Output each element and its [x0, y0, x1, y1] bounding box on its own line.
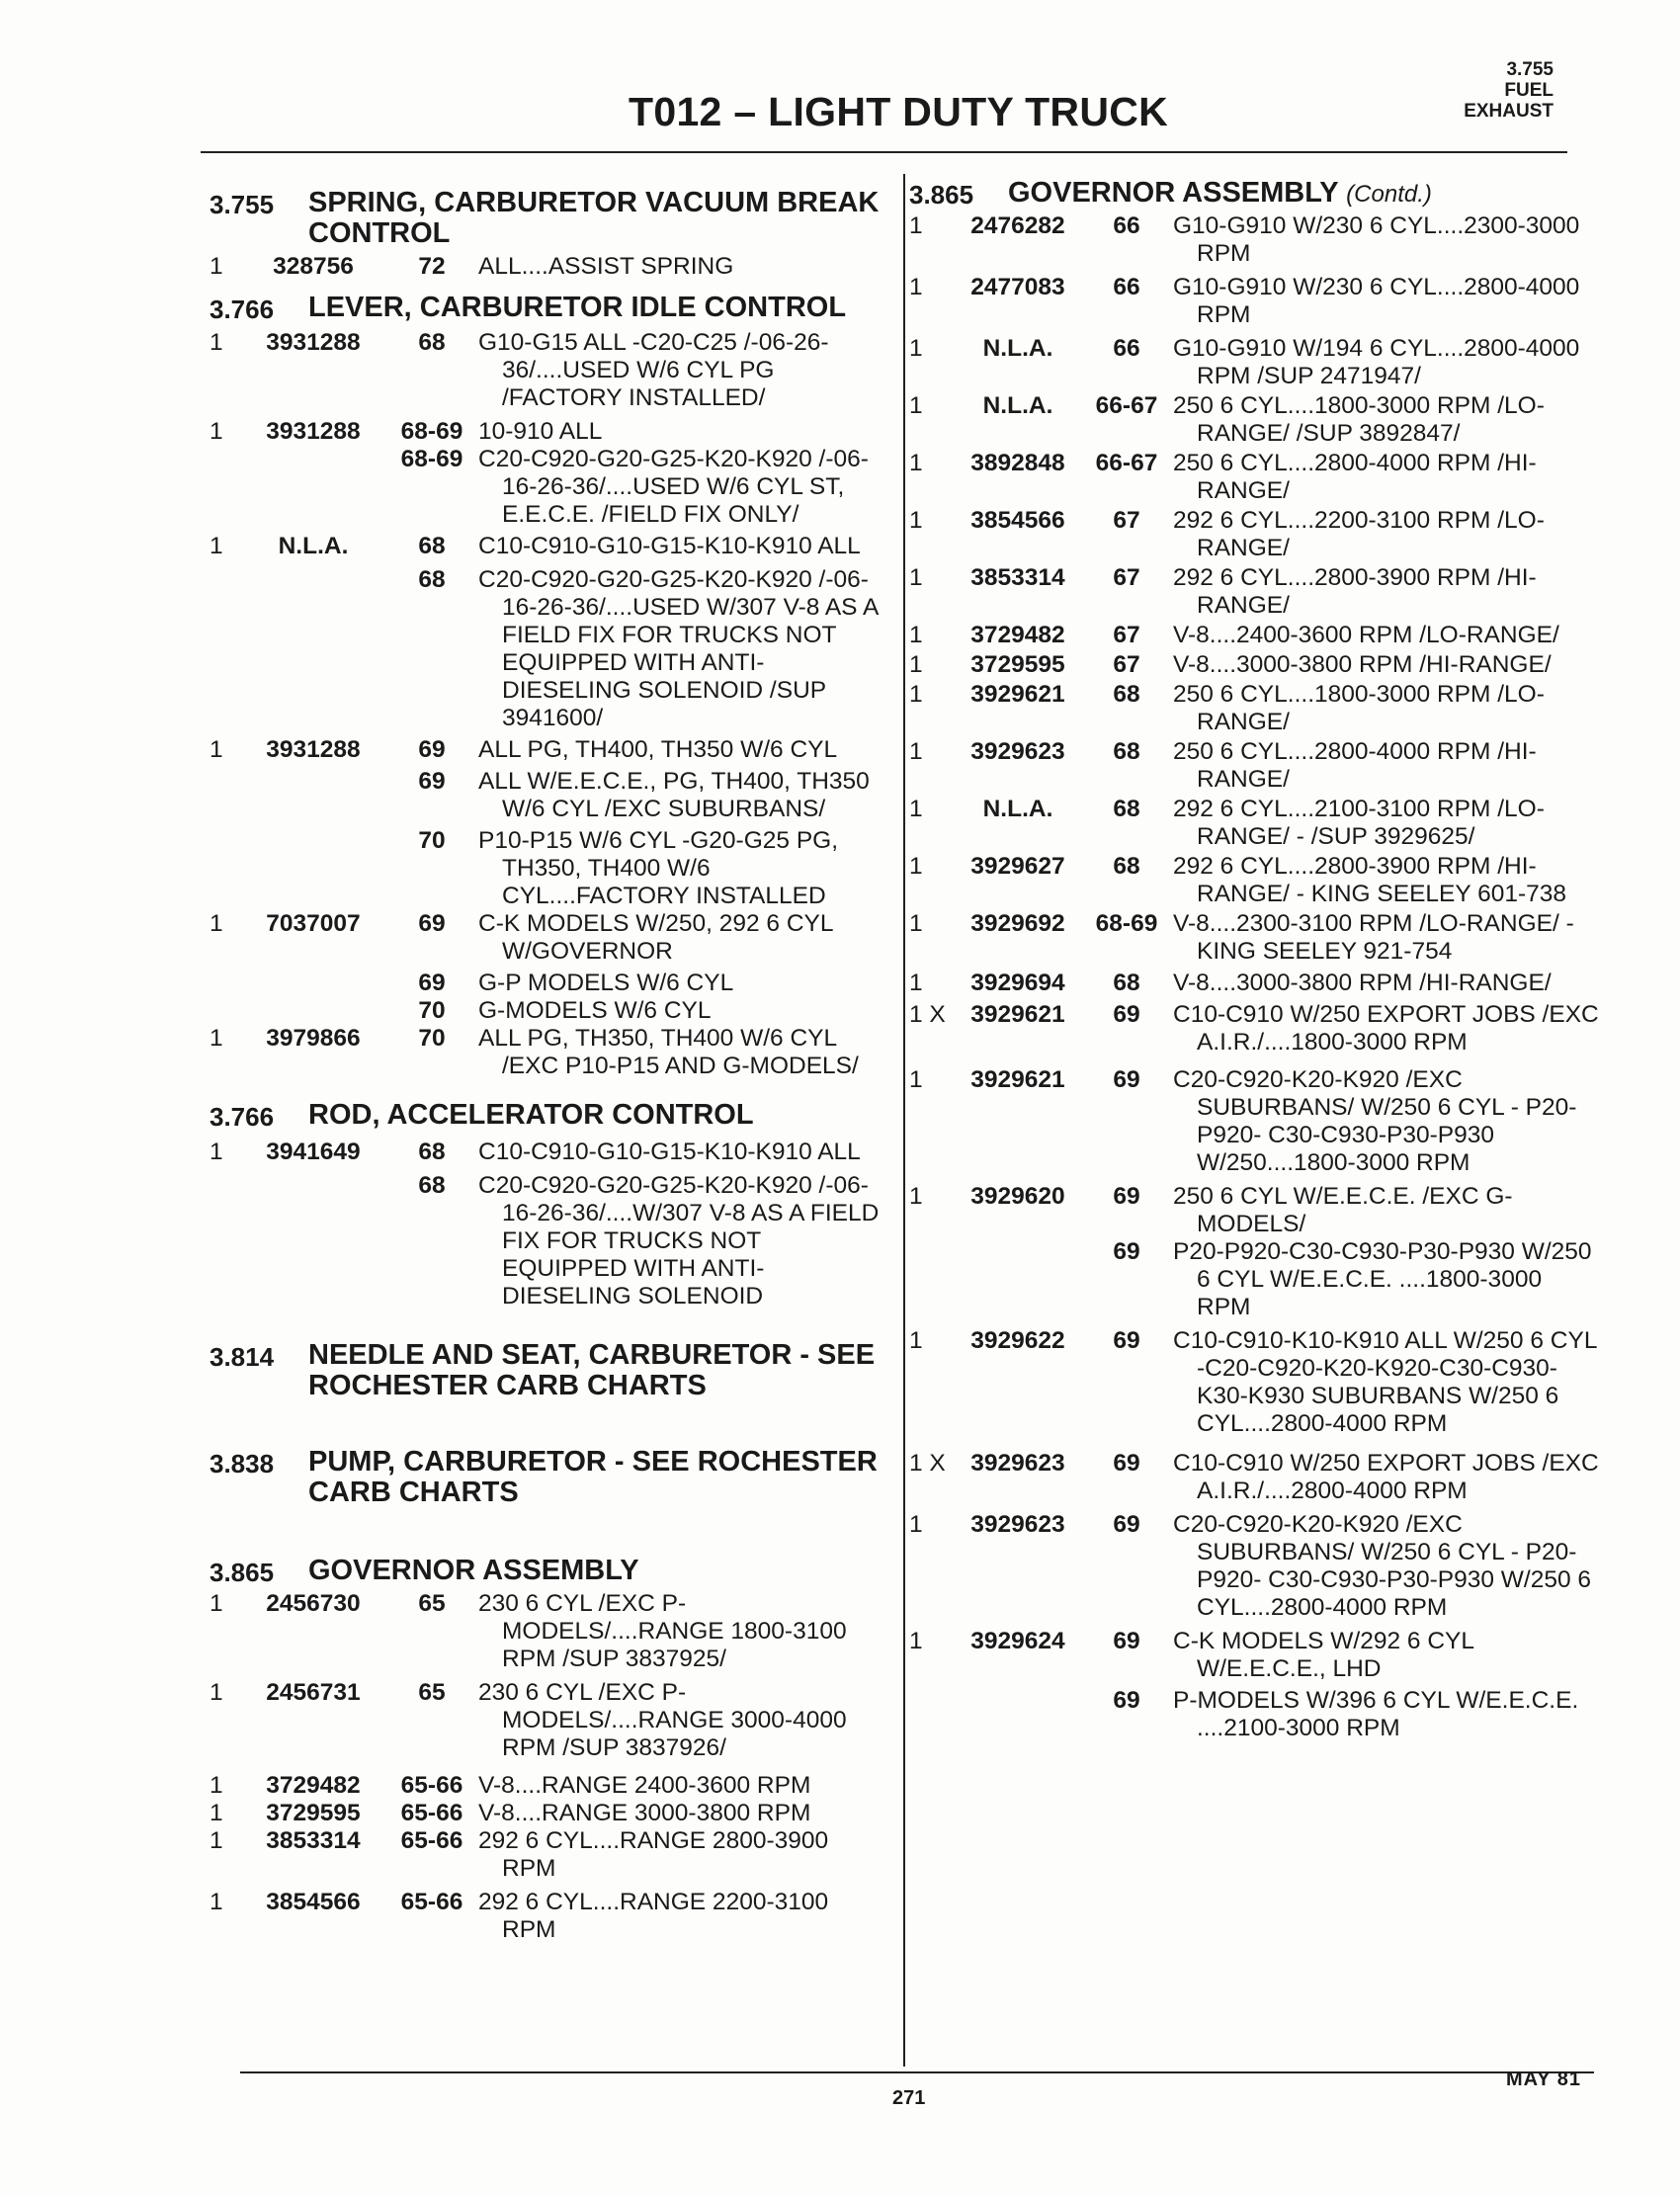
part-row — [210, 329, 882, 412]
section-heading — [210, 1100, 882, 1133]
part-row — [909, 1511, 1601, 1622]
model-year: 68 — [418, 1172, 446, 1199]
section-number: 3.814 — [210, 1342, 275, 1372]
model-year: 67 — [1113, 507, 1140, 534]
part-description: V-8....RANGE 3000-3800 RPM — [478, 1800, 811, 1826]
section-reference — [1464, 59, 1554, 122]
section-title-text: GOVERNOR ASSEMBLY — [1008, 177, 1339, 209]
part-description: V-8....2400-3600 RPM /LO-RANGE/ — [1173, 622, 1559, 648]
part-description: 230 6 CYL /EXC P-MODELS/....RANGE 3000-4000 RPM /SUP 3837926/ — [478, 1679, 847, 1761]
part-number — [239, 446, 387, 529]
part-number: N.L.A. — [982, 796, 1053, 822]
part-number: 3929623 — [970, 1511, 1065, 1538]
part-number: N.L.A. — [278, 533, 349, 559]
part-number: 3929621 — [970, 1001, 1065, 1028]
section-heading — [210, 1556, 882, 1588]
model-year: 69 — [1113, 1001, 1140, 1028]
part-description: C10-C910-K10-K910 ALL W/250 6 CYL -C20-C920-K20-K920-C30-C930- K30-K930 SUBURBANS W/250 6 CYL....2800-4000 RPM — [1173, 1327, 1597, 1437]
model-year: 72 — [418, 253, 446, 280]
part-number: N.L.A. — [982, 335, 1053, 362]
part-row — [210, 1889, 882, 1944]
section-title — [308, 1100, 882, 1133]
right-column — [909, 178, 1601, 1742]
model-year: 68 — [418, 1139, 446, 1165]
section-title-text: LEVER, CARBURETOR IDLE CONTROL — [308, 292, 847, 323]
part-description: P-MODELS W/396 6 CYL W/E.E.C.E. ....2100-3000 RPM — [1173, 1687, 1579, 1741]
quantity: 1 — [909, 212, 923, 239]
part-row — [210, 253, 882, 281]
part-description: G10-G910 W/230 6 CYL....2300-3000 RPM — [1173, 212, 1580, 267]
part-description: V-8....3000-3800 RPM /HI-RANGE/ — [1173, 970, 1552, 996]
model-year: 68-69 — [400, 418, 463, 445]
part-row — [909, 622, 1601, 649]
part-description: 10-910 ALL — [478, 418, 603, 445]
part-number: 3929623 — [970, 738, 1065, 765]
quantity: 1 — [909, 392, 923, 419]
part-row — [210, 533, 882, 560]
part-number: 3931288 — [266, 329, 361, 356]
section-heading — [210, 188, 882, 249]
model-year: 68 — [1113, 853, 1140, 880]
part-description: G10-G910 W/230 6 CYL....2800-4000 RPM — [1173, 274, 1580, 328]
part-row — [210, 827, 882, 910]
model-year: 67 — [1113, 651, 1140, 678]
part-number: 2456730 — [266, 1590, 361, 1617]
part-description: 292 6 CYL....2800-3900 RPM /HI-RANGE/ - KING SEELEY 601-738 — [1173, 853, 1567, 907]
part-description: C20-C920-K20-K920 /EXC SUBURBANS/ W/250 6 CYL - P20-P920- C30-C930-P30-P930 W/250....1800-3000 RPM — [1173, 1066, 1577, 1176]
part-number: 3854566 — [970, 507, 1065, 534]
model-year: 67 — [1113, 622, 1140, 648]
part-number: 3729595 — [266, 1800, 361, 1826]
model-year: 65 — [418, 1679, 446, 1706]
part-description: C10-C910-G10-G15-K10-K910 ALL — [478, 1139, 861, 1165]
part-row — [909, 212, 1601, 268]
section-heading — [210, 1447, 882, 1508]
part-description: ALL PG, TH350, TH400 W/6 CYL /EXC P10-P15 AND G-MODELS/ — [478, 1025, 859, 1079]
quantity — [210, 446, 239, 529]
part-number: 3929692 — [970, 910, 1065, 937]
part-row — [909, 796, 1601, 851]
model-year: 68-69 — [1095, 910, 1158, 937]
part-row — [909, 970, 1601, 997]
quantity — [210, 768, 239, 823]
part-row — [210, 768, 882, 823]
part-number: 3853314 — [266, 1827, 361, 1854]
part-description: 250 6 CYL....2800-4000 RPM /HI-RANGE/ — [1173, 738, 1537, 793]
model-year: 69 — [1113, 1183, 1140, 1210]
part-row — [909, 1327, 1601, 1438]
part-number: 3929620 — [970, 1183, 1065, 1210]
model-year: 68 — [418, 566, 446, 593]
model-year: 68 — [1113, 796, 1140, 822]
part-number: 3729482 — [266, 1772, 361, 1799]
model-year: 69 — [418, 970, 446, 996]
part-description: C-K MODELS W/292 6 CYL W/E.E.C.E., LHD — [1173, 1628, 1474, 1682]
quantity: 1 — [909, 450, 923, 476]
quantity — [210, 970, 239, 997]
quantity: 1 — [909, 910, 923, 937]
part-row — [909, 651, 1601, 679]
quantity — [909, 1238, 954, 1321]
part-row — [210, 1139, 882, 1166]
section-number: 3.766 — [210, 295, 275, 324]
part-number — [239, 970, 387, 997]
part-row — [210, 910, 882, 966]
quantity: 1 — [909, 796, 923, 822]
part-number — [239, 827, 387, 910]
part-number: 3853314 — [970, 564, 1065, 591]
part-number: 3854566 — [266, 1889, 361, 1915]
part-row — [210, 997, 882, 1025]
part-number — [239, 1172, 387, 1310]
quantity: 1 X — [909, 1001, 946, 1028]
model-year: 66-67 — [1095, 392, 1158, 419]
quantity: 1 — [909, 1511, 923, 1538]
part-number — [239, 566, 387, 732]
section-number: 3.865 — [909, 180, 974, 210]
part-description: C20-C920-G20-G25-K20-K920 /-06-16-26-36/....USED W/307 V-8 AS A FIELD FIX FOR TRUCKS NOT EQUIPPED WITH ANTI-DIESELING SOLENOID /SUP 3941600/ — [478, 566, 878, 731]
header-rule — [201, 151, 1567, 153]
part-row — [909, 1066, 1601, 1177]
model-year: 69 — [1113, 1327, 1140, 1354]
model-year: 65-66 — [400, 1889, 463, 1915]
part-number: 3929622 — [970, 1327, 1065, 1354]
quantity: 1 — [909, 681, 923, 708]
part-description: 292 6 CYL....2200-3100 RPM /LO-RANGE/ — [1173, 507, 1545, 561]
quantity — [909, 1687, 954, 1742]
part-row — [909, 738, 1601, 794]
part-row — [210, 970, 882, 997]
quantity: 1 — [210, 533, 223, 559]
part-description: G10-G15 ALL -C20-C25 /-06-26-36/....USED W/6 CYL PG /FACTORY INSTALLED/ — [478, 329, 829, 411]
part-number: 3941649 — [266, 1139, 361, 1165]
quantity: 1 — [210, 910, 223, 937]
section-number: 3.865 — [210, 1558, 275, 1587]
quantity: 1 X — [909, 1450, 946, 1477]
part-row — [210, 1590, 882, 1673]
part-description: C20-C920-G20-G25-K20-K920 /-06-16-26-36/....USED W/6 CYL ST, E.E.C.E. /FIELD FIX ONLY/ — [478, 446, 869, 528]
column-divider — [903, 174, 905, 2067]
part-number — [954, 1238, 1082, 1321]
model-year: 69 — [1113, 1238, 1140, 1265]
quantity: 1 — [909, 853, 923, 880]
page-number: 271 — [892, 2087, 926, 2109]
part-row — [909, 1450, 1601, 1505]
part-number: 3929621 — [970, 681, 1065, 708]
model-year: 66 — [1113, 212, 1140, 239]
part-number: 3979866 — [266, 1025, 361, 1052]
part-description: 250 6 CYL....1800-3000 RPM /LO-RANGE/ — [1173, 681, 1545, 735]
part-number: 3929623 — [970, 1450, 1065, 1477]
part-number: 2456731 — [266, 1679, 361, 1706]
part-number: 328756 — [273, 253, 354, 280]
model-year: 69 — [1113, 1450, 1140, 1477]
part-description: V-8....RANGE 2400-3600 RPM — [478, 1772, 811, 1799]
part-description: C20-C920-G20-G25-K20-K920 /-06-16-26-36/....W/307 V-8 AS A FIELD FIX FOR TRUCKS NOT EQUIPPED WITH ANTI-DIESELING SOLENOID — [478, 1172, 880, 1309]
part-row — [210, 1800, 882, 1827]
model-year: 68 — [418, 533, 446, 559]
section-title-text: GOVERNOR ASSEMBLY — [308, 1555, 639, 1586]
part-description: 250 6 CYL....2800-4000 RPM /HI-RANGE/ — [1173, 450, 1537, 504]
part-row — [909, 392, 1601, 448]
continued-note: (Contd.) — [1346, 181, 1432, 208]
part-row — [210, 418, 882, 446]
quantity: 1 — [210, 418, 223, 445]
section-number: 3.755 — [210, 190, 275, 219]
model-year: 67 — [1113, 564, 1140, 591]
quantity — [210, 566, 239, 732]
part-row — [210, 1772, 882, 1800]
quantity: 1 — [210, 1025, 223, 1052]
part-number: 3931288 — [266, 736, 361, 763]
model-year: 65-66 — [400, 1800, 463, 1826]
part-row — [210, 566, 882, 732]
part-row — [210, 1827, 882, 1883]
section-ref-category-fuel: FUEL — [1504, 80, 1554, 101]
model-year: 66-67 — [1095, 450, 1158, 476]
part-description: ALL PG, TH400, TH350 W/6 CYL — [478, 736, 838, 763]
section-title-text: SPRING, CARBURETOR VACUUM BREAK CONTROL — [308, 187, 880, 249]
quantity: 1 — [210, 253, 223, 280]
footer-rule — [240, 2071, 1594, 2073]
model-year: 69 — [1113, 1511, 1140, 1538]
part-description: 292 6 CYL....2100-3100 RPM /LO-RANGE/ - /SUP 3929625/ — [1173, 796, 1545, 850]
part-description: ALL....ASSIST SPRING — [478, 253, 734, 280]
model-year: 65-66 — [400, 1772, 463, 1799]
part-row — [210, 446, 882, 529]
model-year: 68 — [1113, 970, 1140, 996]
part-number: 2476282 — [970, 212, 1065, 239]
section-title — [1008, 178, 1601, 211]
part-row — [909, 335, 1601, 390]
part-number: N.L.A. — [982, 392, 1053, 419]
quantity: 1 — [210, 1800, 223, 1826]
part-description: 230 6 CYL /EXC P-MODELS/....RANGE 1800-3100 RPM /SUP 3837925/ — [478, 1590, 847, 1672]
part-number: 3892848 — [970, 450, 1065, 476]
model-year: 69 — [418, 910, 446, 937]
model-year: 68-69 — [400, 446, 463, 472]
part-description: G-MODELS W/6 CYL — [478, 997, 712, 1024]
section-title-text: ROD, ACCELERATOR CONTROL — [308, 1099, 754, 1131]
part-number: 3929624 — [970, 1628, 1065, 1654]
part-number — [954, 1687, 1082, 1742]
part-description: 250 6 CYL W/E.E.C.E. /EXC G-MODELS/ — [1173, 1183, 1513, 1237]
quantity: 1 — [210, 1139, 223, 1165]
quantity: 1 — [909, 970, 923, 996]
quantity: 1 — [210, 1827, 223, 1854]
quantity: 1 — [210, 736, 223, 763]
part-description: 292 6 CYL....2800-3900 RPM /HI-RANGE/ — [1173, 564, 1537, 619]
part-row — [909, 450, 1601, 505]
part-number: 3929621 — [970, 1066, 1065, 1093]
part-row — [909, 1628, 1601, 1683]
part-description: G10-G910 W/194 6 CYL....2800-4000 RPM /SUP 2471947/ — [1173, 335, 1580, 389]
quantity: 1 — [909, 564, 923, 591]
section-number: 3.838 — [210, 1449, 275, 1478]
quantity: 1 — [909, 335, 923, 362]
part-number — [239, 768, 387, 823]
section-ref-number: 3.755 — [1506, 59, 1554, 80]
part-description: C10-C910 W/250 EXPORT JOBS /EXC A.I.R./....1800-3000 RPM — [1173, 1001, 1599, 1056]
part-row — [909, 564, 1601, 620]
part-number: 3931288 — [266, 418, 361, 445]
part-row — [909, 853, 1601, 908]
model-year: 70 — [418, 997, 446, 1024]
model-year: 68 — [1113, 738, 1140, 765]
model-year: 68 — [1113, 681, 1140, 708]
quantity: 1 — [909, 651, 923, 678]
section-title — [308, 293, 882, 325]
part-number — [239, 997, 387, 1025]
quantity: 1 — [210, 1889, 223, 1915]
part-description: C-K MODELS W/250, 292 6 CYL W/GOVERNOR — [478, 910, 833, 965]
quantity — [210, 1172, 239, 1310]
part-description: C10-C910-G10-G15-K10-K910 ALL — [478, 533, 861, 559]
quantity: 1 — [909, 507, 923, 534]
part-description: V-8....3000-3800 RPM /HI-RANGE/ — [1173, 651, 1552, 678]
part-description: C20-C920-K20-K920 /EXC SUBURBANS/ W/250 6 CYL - P20-P920- C30-C930-P30-P930 W/250 6 CYL....2800-4000 RPM — [1173, 1511, 1592, 1621]
model-year: 66 — [1113, 274, 1140, 300]
section-title-text: PUMP, CARBURETOR - SEE ROCHESTER CARB CHARTS — [308, 1446, 878, 1508]
part-description: 250 6 CYL....1800-3000 RPM /LO-RANGE/ /SUP 3892847/ — [1173, 392, 1545, 447]
section-number: 3.766 — [210, 1102, 275, 1132]
model-year: 69 — [1113, 1066, 1140, 1093]
model-year: 65 — [418, 1590, 446, 1617]
part-description: ALL W/E.E.C.E., PG, TH400, TH350 W/6 CYL /EXC SUBURBANS/ — [478, 768, 870, 822]
quantity: 1 — [909, 622, 923, 648]
part-description: C10-C910 W/250 EXPORT JOBS /EXC A.I.R./....2800-4000 RPM — [1173, 1450, 1599, 1504]
part-row — [909, 1001, 1601, 1056]
quantity: 1 — [909, 1327, 923, 1354]
section-title-text: NEEDLE AND SEAT, CARBURETOR - SEE ROCHESTER CARB CHARTS — [308, 1339, 876, 1401]
quantity: 1 — [909, 1183, 923, 1210]
part-row — [210, 1172, 882, 1310]
part-row — [909, 1687, 1601, 1742]
quantity: 1 — [210, 1679, 223, 1706]
part-row — [909, 910, 1601, 966]
model-year: 69 — [418, 736, 446, 763]
model-year: 68 — [418, 329, 446, 356]
quantity — [210, 827, 239, 910]
quantity: 1 — [909, 1066, 923, 1093]
quantity — [210, 997, 239, 1025]
part-description: 292 6 CYL....RANGE 2200-3100 RPM — [478, 1889, 829, 1943]
part-description: P10-P15 W/6 CYL -G20-G25 PG, TH350, TH400 W/6 CYL....FACTORY INSTALLED — [478, 827, 839, 909]
quantity: 1 — [210, 1590, 223, 1617]
part-number: 3729482 — [970, 622, 1065, 648]
quantity: 1 — [909, 738, 923, 765]
section-title — [308, 1340, 882, 1401]
part-row — [210, 1025, 882, 1080]
part-number: 7037007 — [266, 910, 361, 937]
part-description: P20-P920-C30-C930-P30-P930 W/250 6 CYL W/E.E.C.E. ....1800-3000 RPM — [1173, 1238, 1592, 1320]
part-number: 3729595 — [970, 651, 1065, 678]
quantity: 1 — [210, 1772, 223, 1799]
part-number: 3929627 — [970, 853, 1065, 880]
model-year: 65-66 — [400, 1827, 463, 1854]
model-year: 70 — [418, 1025, 446, 1052]
section-heading — [210, 293, 882, 325]
page-title: T012 – LIGHT DUTY TRUCK — [629, 89, 1169, 134]
model-year: 66 — [1113, 335, 1140, 362]
quantity: 1 — [909, 1628, 923, 1654]
section-title — [308, 188, 882, 249]
part-row — [210, 736, 882, 764]
section-heading — [909, 178, 1601, 211]
model-year: 70 — [418, 827, 446, 854]
section-title — [308, 1556, 882, 1588]
part-row — [909, 507, 1601, 562]
part-row — [210, 1679, 882, 1762]
section-heading — [210, 1340, 882, 1401]
part-row — [909, 274, 1601, 329]
model-year: 69 — [418, 768, 446, 795]
part-description: 292 6 CYL....RANGE 2800-3900 RPM — [478, 1827, 829, 1882]
date-stamp: MAY 81 — [1506, 2069, 1582, 2090]
left-column — [210, 188, 882, 1944]
section-title — [308, 1447, 882, 1508]
model-year: 69 — [1113, 1687, 1140, 1714]
part-number: 3929694 — [970, 970, 1065, 996]
model-year: 69 — [1113, 1628, 1140, 1654]
part-row — [909, 1238, 1601, 1321]
quantity: 1 — [909, 274, 923, 300]
part-number: 2477083 — [970, 274, 1065, 300]
quantity: 1 — [210, 329, 223, 356]
part-row — [909, 1183, 1601, 1238]
section-ref-category-exhaust: EXHAUST — [1464, 101, 1554, 122]
part-row — [909, 681, 1601, 736]
part-description: G-P MODELS W/6 CYL — [478, 970, 734, 996]
part-description: V-8....2300-3100 RPM /LO-RANGE/ - KING SEELEY 921-754 — [1173, 910, 1574, 965]
